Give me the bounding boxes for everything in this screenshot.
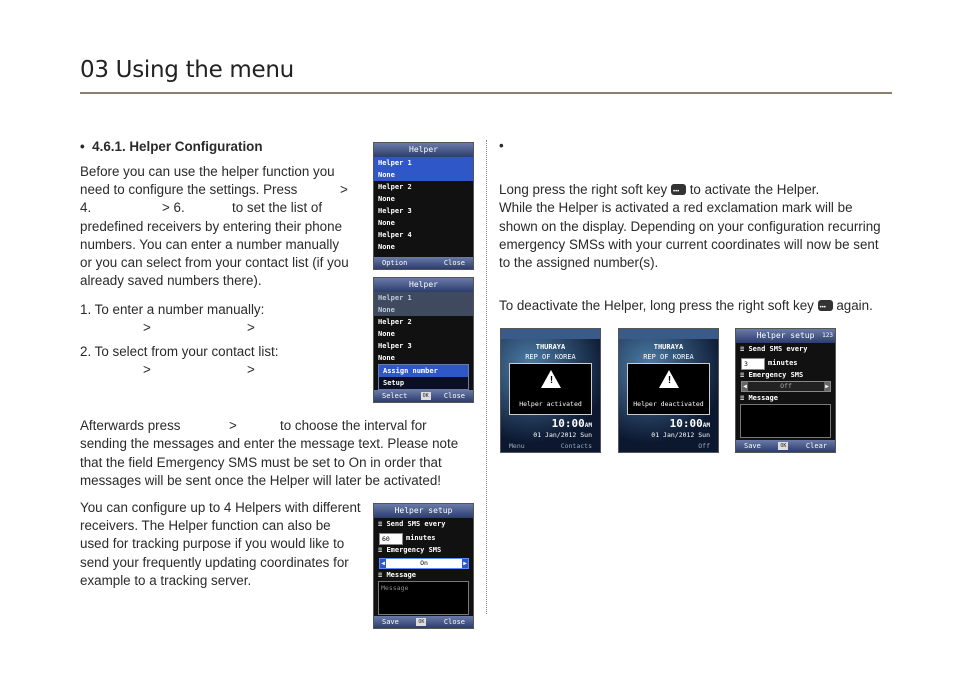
minutes-label: minutes	[406, 534, 436, 542]
screen-title: Helper setup	[374, 504, 473, 518]
save-soft-key: Save	[382, 618, 399, 626]
intro-line-2: need to configure the settings. Press	[80, 182, 298, 197]
header-rule	[80, 92, 892, 94]
config-line-2: receivers. The Helper function can also be	[80, 518, 331, 533]
list-item: None	[378, 330, 395, 338]
close-soft-key: Close	[443, 259, 465, 267]
list-item: None	[378, 354, 395, 362]
helper-menu-screen	[373, 277, 474, 403]
emergency-sms-label: ≡ Emergency SMS	[740, 371, 804, 379]
step-1: 1. To enter a number manually:	[80, 302, 265, 317]
list-item: Helper 4	[378, 231, 412, 239]
step-1-gt-a: >	[143, 320, 151, 335]
list-item: None	[374, 304, 473, 316]
activate-line-3: shown on the display. Depending on your configuration recurring	[499, 219, 881, 234]
status-bar	[619, 329, 718, 339]
right-soft-key-icon	[671, 184, 686, 195]
config-line-3: used for tracking purpose if you would like to	[80, 536, 345, 551]
screen-title: Helper setup 123	[736, 329, 835, 343]
helper-setup-screen	[373, 503, 474, 629]
helper-setup-edit-screen	[735, 328, 836, 453]
list-item: Helper 3	[378, 342, 412, 350]
ok-icon: OK	[422, 393, 429, 399]
menu-item-setup: Setup	[383, 379, 405, 387]
ok-icon: OK	[418, 619, 425, 625]
helper-activated-screen	[500, 328, 601, 453]
select-soft-key: Select	[382, 392, 408, 400]
popup-message: Helper activated	[519, 400, 582, 408]
close-soft-key: Close	[443, 392, 465, 400]
screen-title: Helper	[374, 143, 473, 157]
intro-line-4: predefined receivers by entering their phone	[80, 219, 343, 234]
soft-key-bar	[736, 440, 835, 452]
list-item: Helper 1	[374, 292, 473, 304]
intro-line-6: or you can select from your contact list (if you	[80, 255, 349, 270]
ok-icon: OK	[780, 443, 787, 449]
operator-region: REP OF KOREA	[525, 353, 576, 361]
soft-key-bar	[619, 442, 718, 452]
operator-name: THURAYA	[535, 343, 566, 351]
send-sms-label: ≡ Send SMS every	[740, 345, 808, 353]
activate-line-2: While the Helper is activated a red exclamation mark will be	[499, 200, 853, 215]
step-2-gt-b: >	[247, 362, 255, 377]
deactivate-line: To deactivate the Helper, long press the right soft key ••• again.	[499, 297, 873, 315]
after-line-1-c: to choose the interval for	[280, 418, 427, 433]
after-line-1-b: >	[229, 418, 237, 433]
soft-key-bar	[374, 257, 473, 269]
intro-line-7: already saved numbers there).	[80, 273, 262, 288]
right-arrow-icon: ▶	[825, 383, 829, 390]
interval-field: 60	[379, 533, 403, 545]
notification-popup: ! Helper deactivated	[627, 363, 710, 415]
screen-title: Helper	[374, 278, 473, 292]
after-line-4: messages will be sent once the Helper will later be activated!	[80, 473, 441, 488]
left-arrow-icon: ◀	[743, 383, 747, 390]
list-item: Helper 3	[378, 207, 412, 215]
input-mode-counter: 123	[822, 332, 833, 339]
operator-name: THURAYA	[653, 343, 684, 351]
status-bar	[501, 329, 600, 339]
list-item: None	[378, 243, 395, 251]
soft-key-bar	[374, 390, 473, 402]
message-box	[740, 404, 831, 438]
step-2-gt-a: >	[143, 362, 151, 377]
message-label: ≡ Message	[378, 571, 416, 579]
soft-key-bar	[501, 442, 600, 452]
intro-line-3-a: 4.	[80, 200, 92, 215]
config-line-1: You can configure up to 4 Helpers with different	[80, 500, 361, 515]
after-line-3: that the field Emergency SMS must be set to On in order that	[80, 455, 442, 470]
clock: 10:00AM	[669, 417, 710, 430]
list-item: Helper 2	[378, 318, 412, 326]
helper-deactivated-screen	[618, 328, 719, 453]
popup-message: Helper deactivated	[633, 400, 704, 408]
helper-list-screen	[373, 142, 474, 270]
contacts-soft-key: Contacts	[560, 442, 592, 450]
interval-field: 3	[741, 358, 765, 370]
clock: 10:00AM	[551, 417, 592, 430]
emergency-sms-select: ◀ On ▶	[379, 558, 469, 569]
activate-line-1: Long press the right soft key ••• to activate the Helper.	[499, 181, 819, 199]
minutes-label: minutes	[768, 359, 798, 367]
operator-region: REP OF KOREA	[643, 353, 694, 361]
list-item: None	[378, 219, 395, 227]
menu-soft-key: Menu	[509, 442, 525, 450]
column-divider	[486, 140, 487, 614]
config-line-4: send your frequently updating coordinates for	[80, 555, 349, 570]
list-item: Helper 1	[374, 157, 473, 169]
after-line-1-a: Afterwards press	[80, 418, 181, 433]
message-box: Message	[378, 581, 469, 615]
menu-item-assign-number: Assign number	[379, 365, 468, 377]
intro-line-5: numbers. You can enter a number manually	[80, 237, 340, 252]
date: 01 Jan/2012 Sun	[651, 431, 710, 439]
intro-line-3-b: > 6.	[162, 200, 185, 215]
clear-soft-key: Clear	[805, 442, 827, 450]
option-soft-key: Option	[382, 259, 408, 267]
step-1-gt-b: >	[247, 320, 255, 335]
activate-line-5: to the assigned number(s).	[499, 255, 659, 270]
list-item: None	[378, 195, 395, 203]
save-soft-key: Save	[744, 442, 761, 450]
config-line-5: example to a tracking server.	[80, 573, 252, 588]
after-line-2: sending the messages and enter the message text. Please note	[80, 436, 459, 451]
right-bullet: •	[499, 138, 504, 153]
intro-line-2-gt: >	[340, 182, 348, 197]
right-arrow-icon: ▶	[463, 560, 467, 567]
page-title: 03 Using the menu	[80, 57, 294, 83]
section-heading: • 4.6.1. Helper Configuration	[80, 139, 263, 154]
intro-line-3-c: to set the list of	[232, 200, 323, 215]
emergency-sms-label: ≡ Emergency SMS	[378, 546, 442, 554]
popup-menu	[378, 364, 469, 390]
right-soft-key-icon	[818, 300, 833, 311]
date: 01 Jan/2012 Sun	[533, 431, 592, 439]
activate-line-4: emergency SMSs with your current coordinates will now be sent	[499, 237, 879, 252]
send-sms-label: ≡ Send SMS every	[378, 520, 446, 528]
list-item: Helper 2	[378, 183, 412, 191]
off-soft-key: Off	[698, 442, 710, 450]
step-2: 2. To select from your contact list:	[80, 344, 279, 359]
intro-line-1: Before you can use the helper function you	[80, 164, 335, 179]
left-arrow-icon: ◀	[381, 560, 385, 567]
message-label: ≡ Message	[740, 394, 778, 402]
emergency-sms-select: ◀ Off ▶	[741, 381, 831, 392]
notification-popup: ! Helper activated	[509, 363, 592, 415]
soft-key-bar	[374, 616, 473, 628]
list-item: None	[374, 169, 473, 181]
close-soft-key: Close	[443, 618, 465, 626]
